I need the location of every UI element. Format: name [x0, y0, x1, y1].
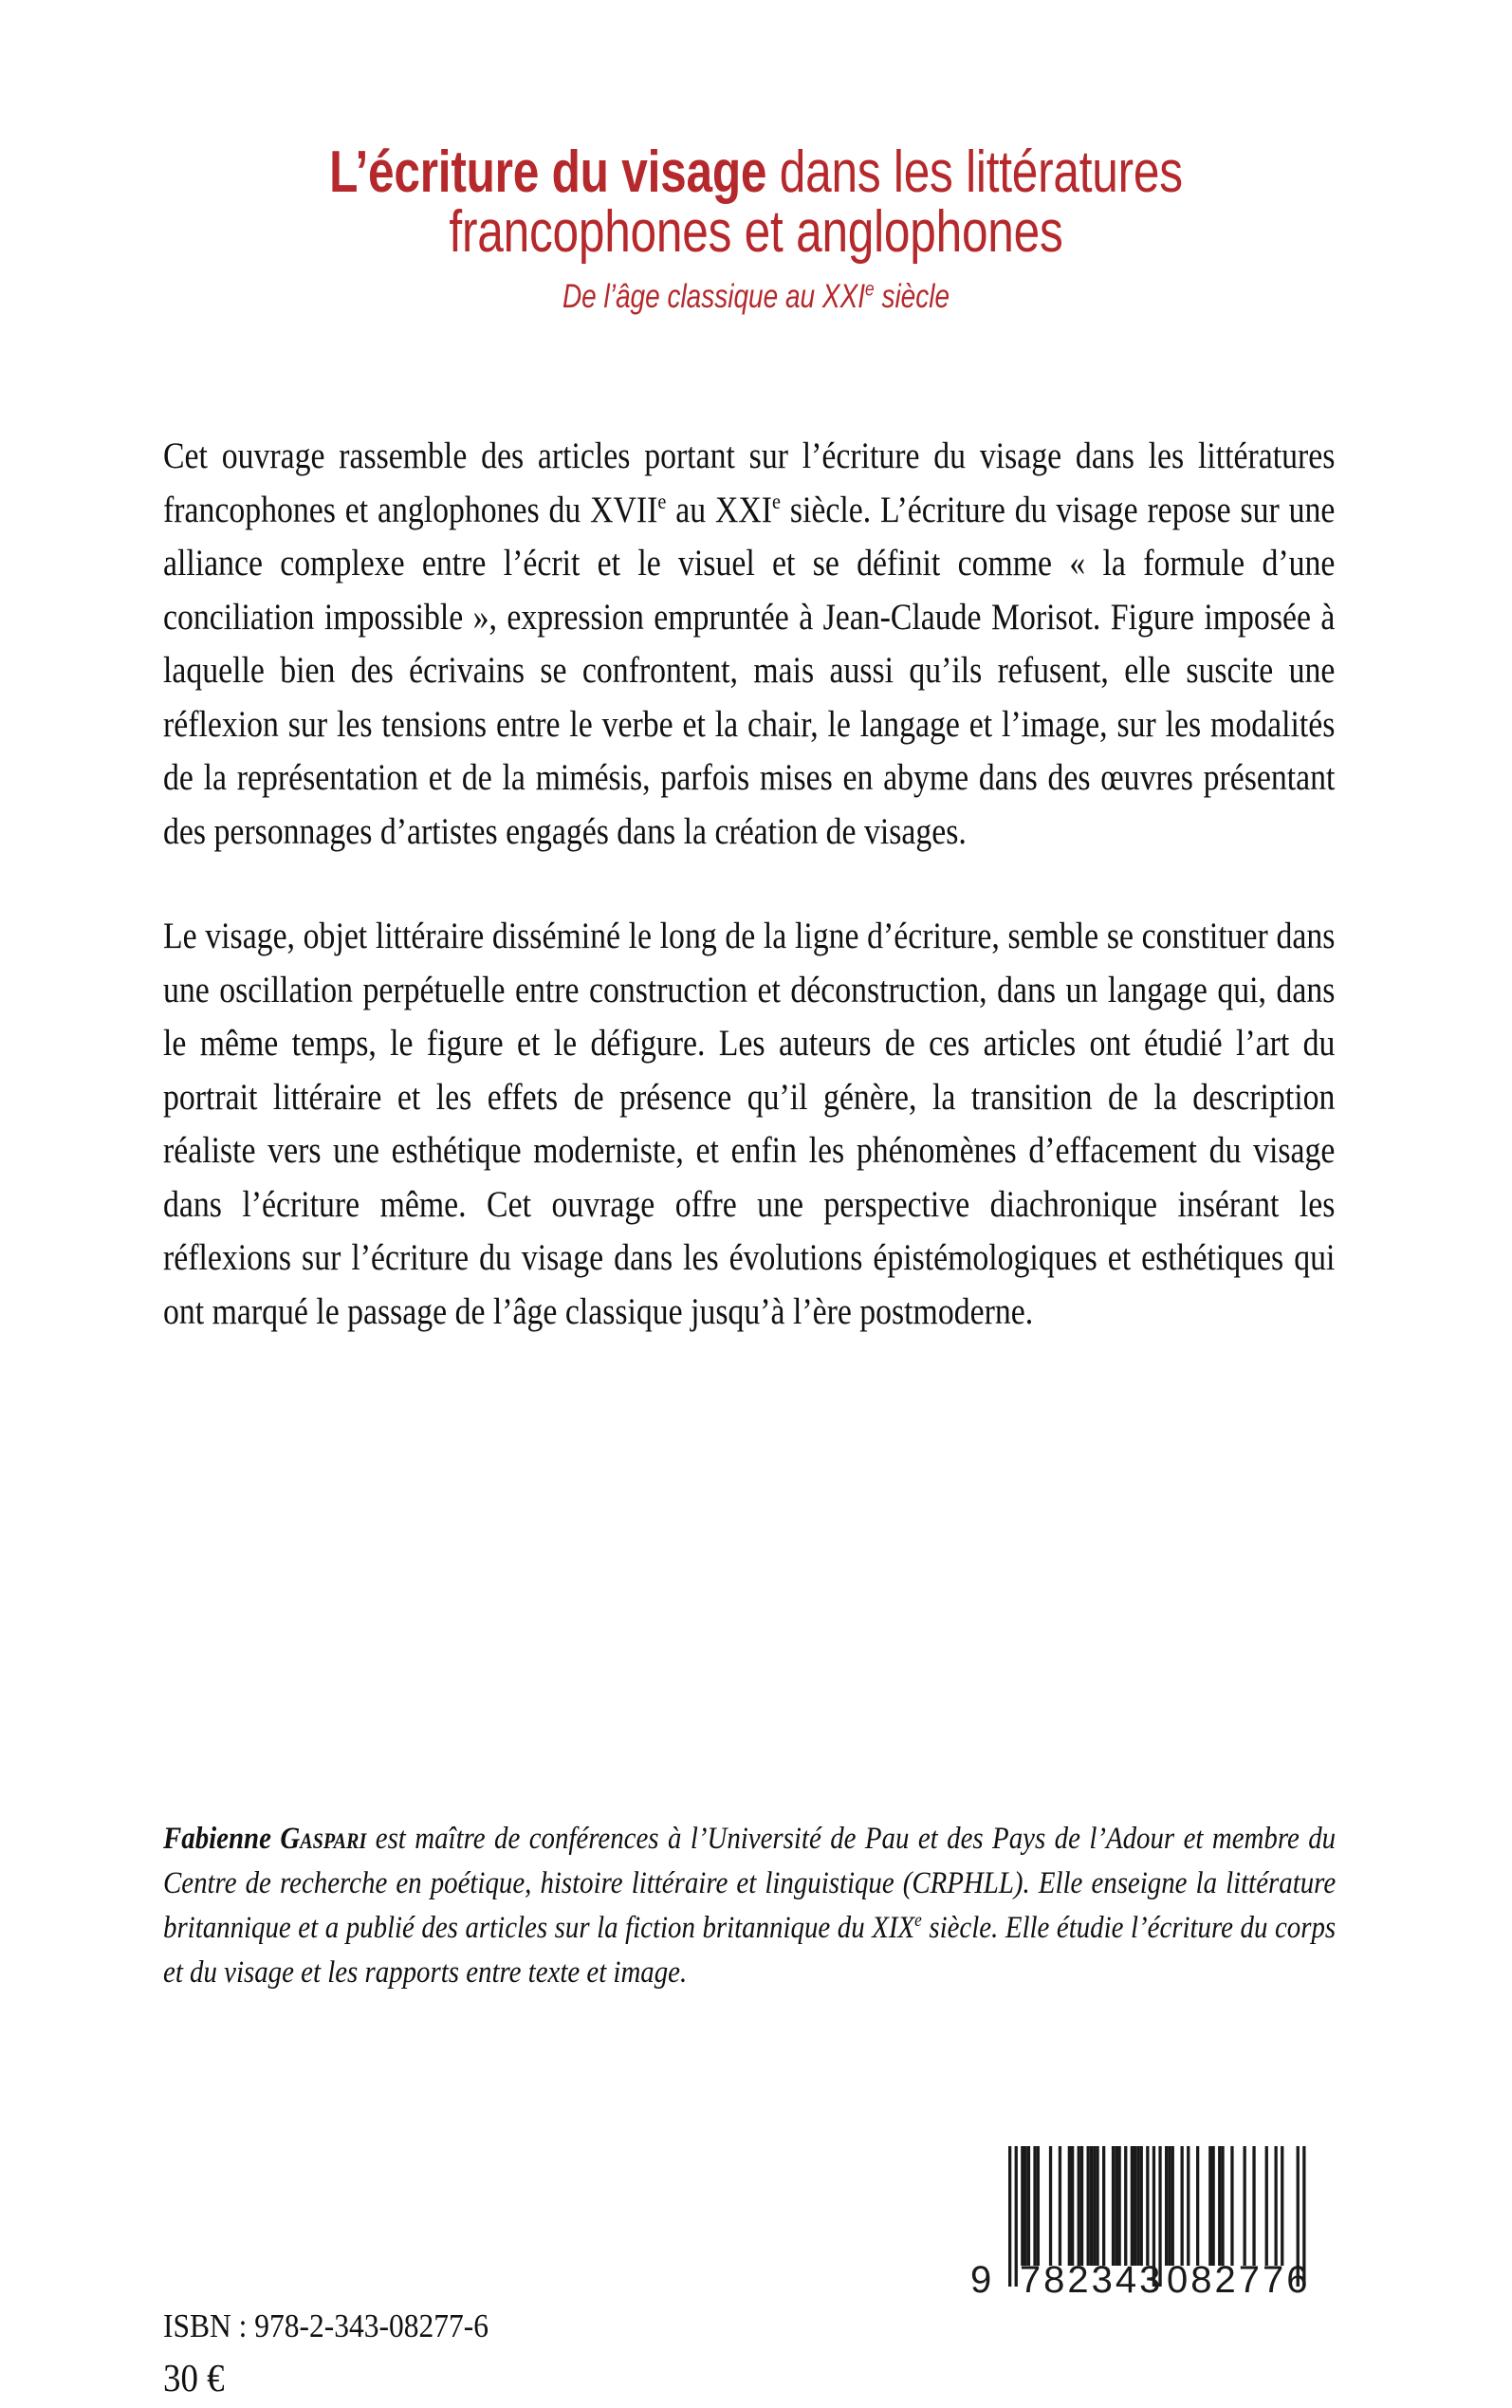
price-text: 30 € — [163, 2356, 225, 2399]
subtitle-pre: De l’âge classique au XXI — [562, 278, 866, 316]
svg-text:782343: 782343 — [1019, 2259, 1164, 2301]
subtitle-ordinal: e — [865, 276, 875, 301]
author-bio-ordinal: e — [914, 1910, 922, 1931]
title-block — [133, 139, 1379, 316]
blurb-p1-seg2: au XXI — [666, 488, 773, 530]
subtitle-post: siècle — [874, 278, 950, 316]
author-bio — [163, 1817, 1336, 1995]
svg-text:082776: 082776 — [1167, 2259, 1311, 2301]
title-continuation: dans les littératures — [766, 139, 1183, 205]
barcode-svg — [965, 2135, 1365, 2355]
blurb-block — [163, 429, 1336, 1338]
blurb-paragraph-2: Le visage, objet littéraire disséminé le long de la ligne d’écriture, semble se constituer dans une oscillation perpétuelle entre construction et déconstruction, dans un langage qui, dans le même temps, le figure et le défigure. Les auteurs de ces articles ont étudié l’art du portrait littéraire et les effets de présence qu’il génère, la transition de la description réaliste vers une esthétique moderniste, et enfin les phénomènes d’effacement du visage dans l’écriture même. Cet ouvrage offre une perspective diachronique insérant les réflexions sur l’écriture du visage dans les évolutions épistémologiques et esthétiques qui ont marqué le passage de l’âge classique jusqu’à l’ère postmoderne. — [163, 915, 1336, 1332]
title-main: L’écriture du visage — [329, 139, 767, 205]
svg-text:9: 9 — [970, 2259, 992, 2301]
isbn-text: ISBN : 978-2-343-08277-6 — [163, 2307, 489, 2344]
blurb-paragraph-1 — [163, 429, 1335, 858]
author-first-name: Fabienne — [163, 1822, 281, 1856]
author-bio-seg2: siècle. Elle étudie l’écriture du corps et du visage et les rapports entre texte et image. — [163, 1911, 1337, 1990]
author-bio-seg1: est maître de conférences à l’Université de Pau et des Pays de l’Adour et membre du Centre de recherche en poétique, histoire littéraire et linguistique (CRPHLL). Elle enseigne la littérature britannique et a publié des articles sur la fiction britannique du XIX — [163, 1822, 1337, 1945]
author-last-name: Gaspari — [280, 1822, 367, 1856]
subtitle — [257, 276, 1254, 316]
blurb-p1-sup1: e — [657, 489, 667, 514]
title-line-1 — [257, 139, 1254, 205]
blurb-p1-seg3: siècle. L’écriture du visage repose sur une alliance complexe entre l’écrit et le visuel et se définit comme « la formule d’une conciliation impossible », expression empruntée à Jean-Claude Morisot. Figure imposée à laquelle bien des écrivains se confrontent, mais aussi qu’ils refusent, elle suscite une réflexion sur les tensions entre le verbe et la chair, le langage et l’image, sur les modalités de la représentation et de la mimésis, parfois mises en abyme dans des œuvres présentant des personnages d’artistes engagés dans la création de visages. — [163, 488, 1336, 852]
author-bio-block — [163, 1817, 1336, 1995]
blurb-p1-seg1: Cet ouvrage rassemble des articles portant sur l’écriture du visage dans les littératures francophones et anglophones du XVII — [163, 435, 1336, 530]
barcode — [965, 2135, 1365, 2355]
blurb-p1-sup2: e — [772, 489, 782, 514]
title-line-2: francophones et anglophones — [449, 199, 1063, 266]
